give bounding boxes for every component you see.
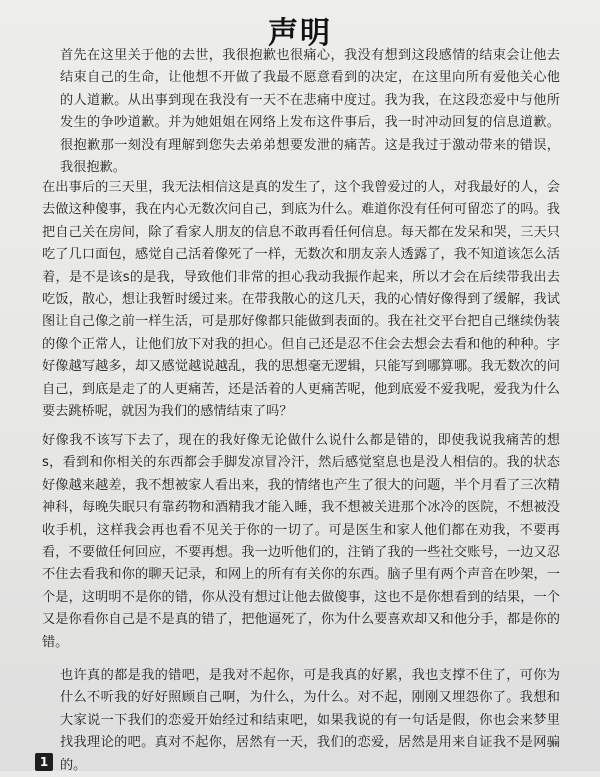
paragraph-1: 首先在这里关于他的去世，我很抱歉也很痛心，我没有想到这段感情的结束会让他去结束自己的生命，让他想不开做了我最不愿意看到的决定，在这里向所有爱他关心他的人道歉。从出事到现在我没有一天不在悲痛中度过。我为我，在这段恋爱中与他所发生的争吵道歉。并为她姐姐在网络上发布这件事后，我一时冲动回复的信息道歉。很抱歉那一刻没有理解到您失去弟弟想要发泄的痛苦。这是我过于激动带来的错误，我很抱歉。	[60, 48, 560, 176]
document-title: 声明	[268, 16, 332, 51]
paragraph-4: 也许真的都是我的错吧，是我对不起你，可是我真的好累，我也支撑不住了，可你为什么不听我的好好照顾自己啊，为什么，为什么。对不起，刚刚又埋怨你了。我想和大家说一下我们的恋爱开始经过和结束吧，如果我说的有一句话是假，你也会来梦里找我理论的吧。真对不起你，居然有一天，我们的恋爱，居然是用来自证我不是网骗的。	[60, 668, 560, 773]
paragraph-3: 好像我不该写下去了，现在的我好像无论做什么说什么都是错的，即使我说我痛苦的想s，看到和你相关的东西都会手脚发凉冒冷汗，然后感觉窒息也是没人相信的。我的状态好像越来越差，我不想被家人看出来，我的情绪也产生了很大的问题，半个月看了三次精神科，每晚失眠只有靠药物和酒精我才能入睡，我不想被关进那个冰冷的医院，不想被没收手机，这样我会再也看不见关于你的一切了。可是医生和家人他们都在劝我，不要再看，不要做任何回应，不要再想。我一边听他们的，注销了我的一些社交账号，一边又忍不住去看我和你的聊天记录，和网上的所有有关你的东西。脑子里有两个声音在吵架，一个是，这明明不是你的错，你从没有想过让他去做傻事，这也不是你想看到的结果，一个又是你看你自己是不是真的错了，把他逼死了，你为什么要喜欢却又和他分手，都是你的错。	[42, 433, 560, 650]
paragraph-2: 在出事后的三天里，我无法相信这是真的发生了，这个我曾爱过的人，对我最好的人，会去做这种傻事，我在内心无数次问自己，到底为什么。难道你没有任何可留恋了的吗。我把自己关在房间，除了看家人朋友的信息不敢再看任何信息。每天都在发呆和哭，三天只吃了几口面包，感觉自己活着像死了一样，无数次和朋友亲人透露了，我不知道该怎么活着，是不是该s的是我，导致他们非常的担心我动我振作起来，所以才会在后续带我出去吃饭，散心，想让我暂时缓过来。在带我散心的这几天，我的心情好像得到了缓解，我试图让自己像之前一样生活，可是那好像都只能做到表面的。我在社交平台把自己继续伪装的像个正常人，让他们放下对我的担心。但自己还是忍不住会去想会去看和他的种种。字好像越写越多，却又感觉越说越乱，我的思想毫无逻辑，只能写到哪算哪。我无数次的问自己，到底是走了的人更痛苦，还是活着的人更痛苦呢，他到底爱不爱我呢，爱我为什么要去跳桥呢，就因为我们的感情结束了吗？	[42, 180, 560, 420]
page-number-badge: 1	[35, 753, 53, 771]
